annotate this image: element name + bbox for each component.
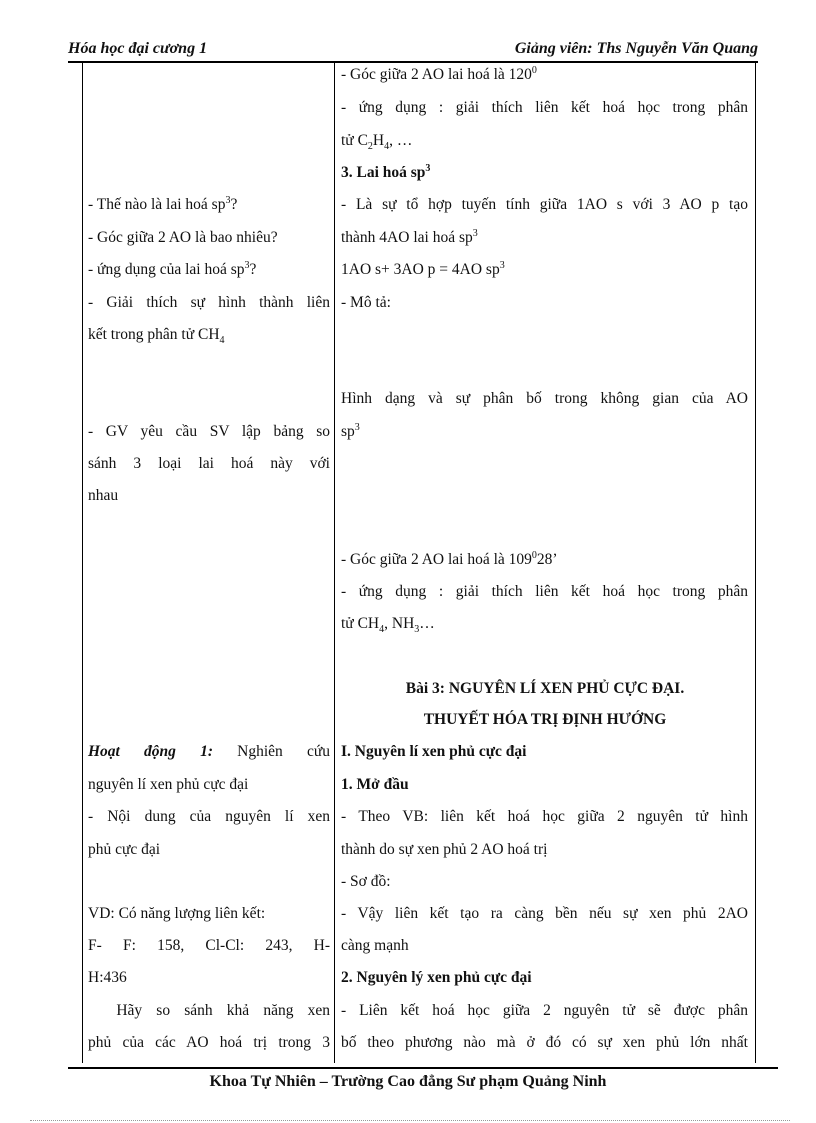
lesson-subtitle: THUYẾT HÓA TRỊ ĐỊNH HƯỚNG xyxy=(423,711,667,728)
question-sp3-definition: - Thế nào là lai hoá $sp^3$? xyxy=(88,194,238,213)
principle-text-cont: bố theo phương nào mà ở đó có sự xen phủ lớn nhất xyxy=(341,1034,748,1051)
sp3-application-molecules: tử $CH_4$, $NH_3\dots$ xyxy=(341,615,435,636)
question-explain: - Giải thích sự hình thành liên xyxy=(88,294,330,311)
header-rule xyxy=(68,61,758,63)
sp2-application: - ứng dụng : giải thích liên kết hoá học trong phân xyxy=(341,99,748,116)
sp3-angle: - Góc giữa 2 AO lai hoá là $109^028$’ xyxy=(341,549,558,568)
sp3-definition: - Là sự tổ hợp tuyến tính giữa 1AO s với 3 AO p tạo xyxy=(341,196,748,213)
table-border-left xyxy=(82,63,83,1063)
gv-task: - GV yêu cầu SV lập bảng so xyxy=(88,423,330,440)
question-application: - ứng dụng của lai hoá $sp^3$? xyxy=(88,259,257,278)
sp3-shape-text: Hình dạng và sự phân bố trong không gian của AO xyxy=(341,390,748,407)
sp3-heading: 3. Lai hoá $sp^3$ xyxy=(341,162,431,181)
sp3-equation: 1AO s+ 3AO p = 4AO $sp^3$ xyxy=(341,259,505,278)
compare-question: Hãy so sánh khả năng xen xyxy=(88,1002,330,1019)
lesson-title: Bài 3: NGUYÊN LÍ XEN PHỦ CỰC ĐẠI. xyxy=(405,680,685,697)
vb-theory-text-cont: thành do sự xen phủ 2 AO hoá trị xyxy=(341,841,548,858)
page-header xyxy=(68,37,758,61)
principle-text: - Liên kết hoá học giữa 2 nguyên tử sẽ được phân xyxy=(341,1002,748,1019)
footer-rule xyxy=(68,1067,778,1069)
page-footer: Khoa Tự Nhiên – Trường Cao đẳng Sư phạm Quảng Ninh xyxy=(209,1073,607,1090)
table-border-right xyxy=(755,63,756,1063)
bond-strength-text-cont: càng mạnh xyxy=(341,937,409,954)
bond-strength-text: - Vậy liên kết tạo ra càng bền nếu sự xen phủ 2AO xyxy=(341,905,748,922)
gv-task-end: nhau xyxy=(88,487,119,504)
subsection-heading-intro: 1. Mở đầu xyxy=(341,776,409,793)
principle-content: - Nội dung của nguyên lí xen xyxy=(88,808,330,825)
subsection-heading-principle: 2. Nguyên lý xen phủ cực đại xyxy=(341,969,532,986)
page-bottom-dots xyxy=(30,1120,790,1121)
example-energy: VD: Có năng lượng liên kết: xyxy=(88,905,266,922)
principle-content-cont: phủ cực đại xyxy=(88,841,161,858)
section-heading-1: I. Nguyên lí xen phủ cực đại xyxy=(341,743,527,760)
sp2-angle: - Góc giữa 2 AO lai hoá là $120^0$ xyxy=(341,64,537,83)
scheme-label: - Sơ đồ: xyxy=(341,873,391,890)
compare-question-cont: phủ của các AO hoá trị trong 3 xyxy=(88,1034,330,1051)
question-angle: - Góc giữa 2 AO là bao nhiêu? xyxy=(88,229,278,246)
question-explain-cont: kết trong phân tử $CH_4$ xyxy=(88,326,225,347)
activity-heading: Hoạt động 1: Nghiên cứu xyxy=(88,743,330,760)
vb-theory-text: - Theo VB: liên kết hoá học giữa 2 nguyên tử hình xyxy=(341,808,748,825)
lecturer-name: Giảng viên: Ths Nguyễn Văn Quang xyxy=(514,40,758,57)
sp3-definition-cont: thành 4AO lai hoá $sp^3$ xyxy=(341,227,478,246)
example-energy-values-cont: H:436 xyxy=(88,969,127,986)
sp3-shape-text-cont: $sp^3$ xyxy=(341,421,360,440)
table-column-divider xyxy=(334,63,335,1063)
gv-task-cont: sánh 3 loại lai hoá này với xyxy=(88,455,330,472)
activity-heading-cont: nguyên lí xen phủ cực đại xyxy=(88,776,249,793)
describe-label: - Mô tả: xyxy=(341,294,391,311)
course-title: Hóa học đại cương 1 xyxy=(68,40,208,57)
sp2-application-molecules: tử $C_2H_4$, … xyxy=(341,132,413,153)
example-energy-values: F- F: 158, Cl-Cl: 243, H- xyxy=(88,937,330,954)
sp3-application: - ứng dụng : giải thích liên kết hoá học trong phân xyxy=(341,583,748,600)
